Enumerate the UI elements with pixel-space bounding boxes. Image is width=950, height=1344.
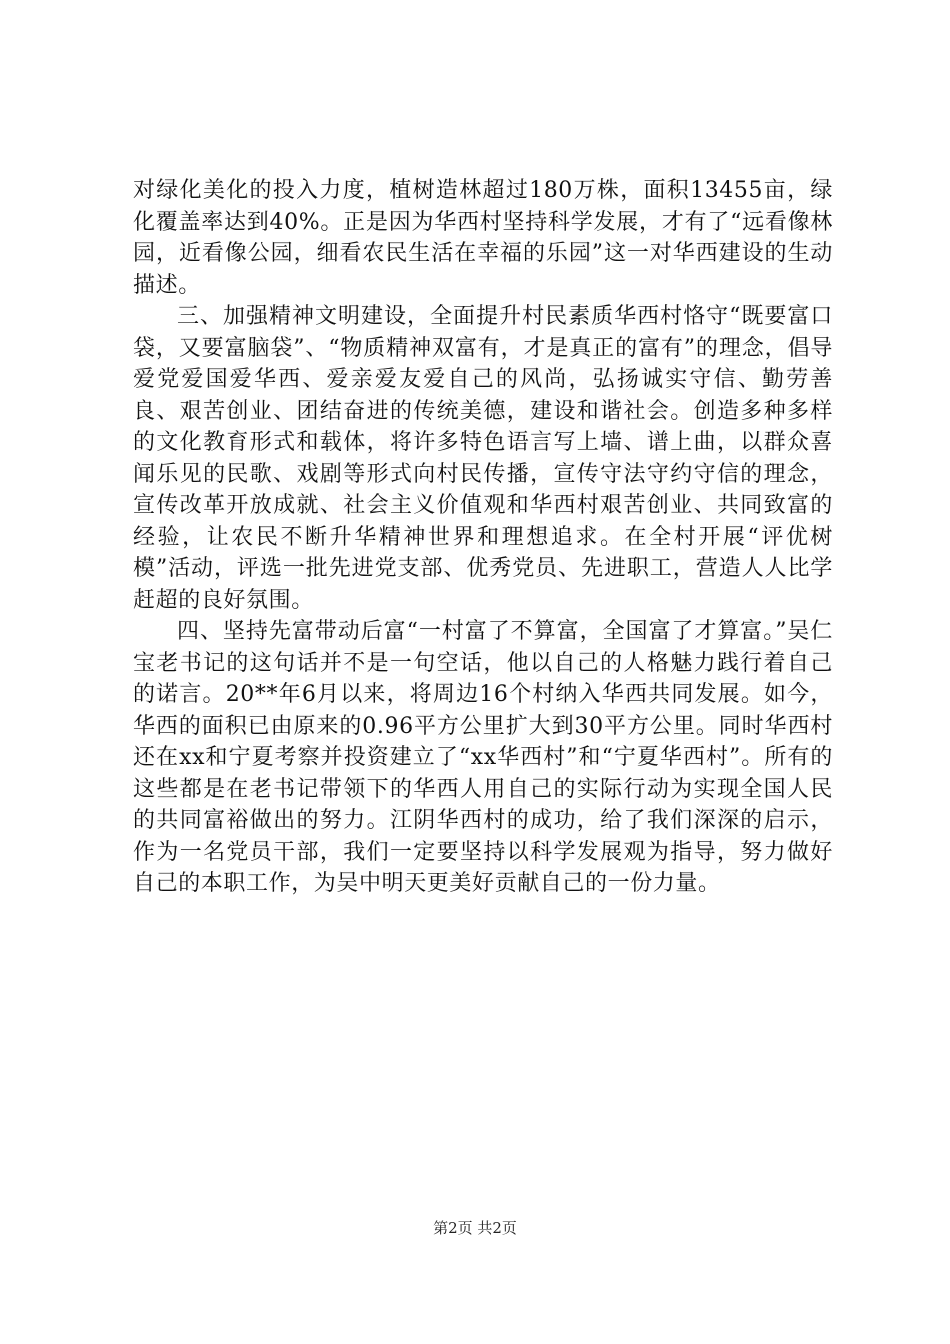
paragraph-spiritual-civilization: 三、加强精神文明建设，全面提升村民素质华西村恪守“既要富口袋，又要富脑袋”、“物质精神双富有，才是真正的富有”的理念，倡导爱党爱国爱华西、爱亲爱友爱自己的风尚，弘扬诚实守信、勤劳善良、艰苦创业、团结奋进的传统美德，建设和谐社会。创造多种多样的文化教育形式和载体，将许多特色语言写上墙、谱上曲，以群众喜闻乐见的民歌、戏剧等形式向村民传播，宣传守法守约守信的理念，宣传改革开放成就、社会主义价值观和华西村艰苦创业、共同致富的经验，让农民不断升华精神世界和理想追求。在全村开展“评优树模”活动，评选一批先进党支部、优秀党员、先进职工，营造人人比学赶超的良好氛围。 — [133, 304, 833, 613]
paragraph-common-prosperity: 四、坚持先富带动后富“一村富了不算富，全国富了才算富。”吴仁宝老书记的这句话并不是一句空话，他以自己的人格魅力践行着自己的诺言。20**年6月以来，将周边16个村纳入华西共同发展。如今，华西的面积已由原来的0.96平方公里扩大到30平方公里。同时华西村还在xx和宁夏考察并投资建立了“xx华西村”和“宁夏华西村”。所有的这些都是在老书记带领下的华西人用自己的实际行动为实现全国人民的共同富裕做出的努力。江阴华西村的成功，给了我们深深的启示，作为一名党员干部，我们一定要坚持以科学发展观为指导，努力做好自己的本职工作，为吴中明天更美好贡献自己的一份力量。 — [133, 619, 833, 896]
page-number-footer: 第2页 共2页 — [433, 1219, 517, 1237]
document-body — [133, 175, 833, 900]
paragraph-green-coverage: 对绿化美化的投入力度，植树造林超过180万株，面积13455亩，绿化覆盖率达到40%。正是因为华西村坚持科学发展，才有了“远看像林园，近看像公园，细看农民生活在幸福的乐园”这一对华西建设的生动描述。 — [133, 178, 833, 298]
